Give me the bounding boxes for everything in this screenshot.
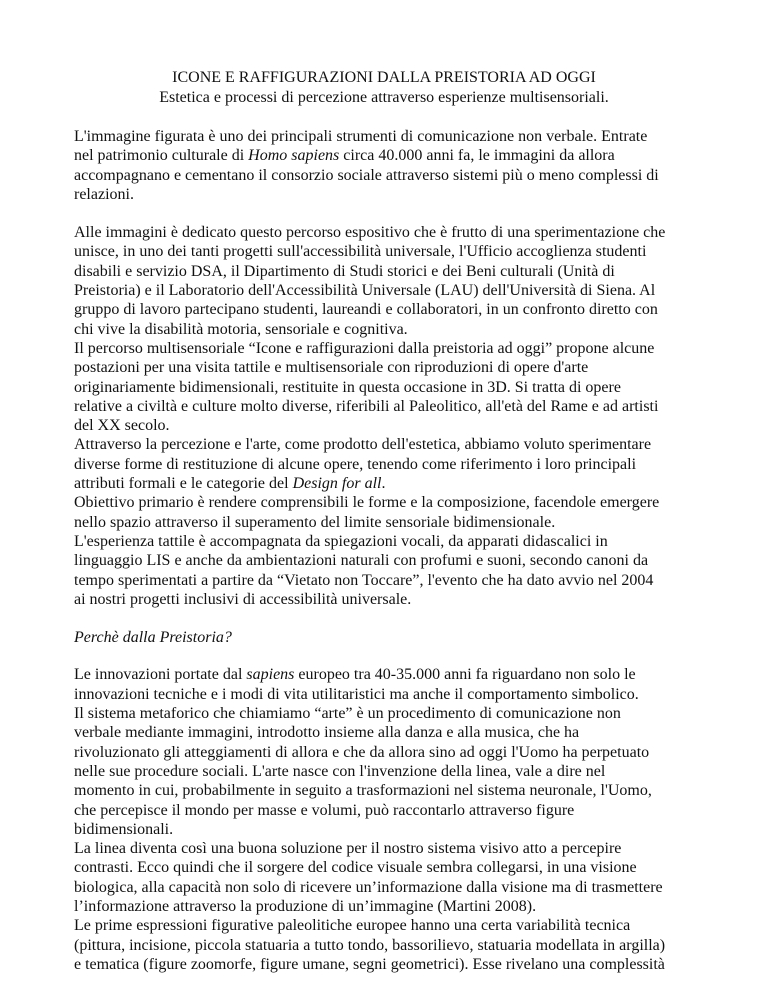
text-line: Attraverso la percezione e l'arte, come prodotto dell'estetica, abbiamo voluto sperimentare bbox=[74, 436, 652, 454]
project-paragraph bbox=[74, 223, 694, 609]
text-line: relazioni. bbox=[74, 185, 134, 203]
text-line: chi vive la disabilità motoria, sensoriale e cognitiva. bbox=[74, 320, 408, 338]
text-line: originariamente bidimensionali, restituite in questa occasione in 3D. Si tratta di opere bbox=[74, 378, 621, 396]
text-line: diverse forme di restituzione di alcune opere, tenendo come riferimento i loro principali bbox=[74, 455, 637, 473]
document-subtitle: Estetica e processi di percezione attraverso esperienze multisensoriali. bbox=[159, 88, 609, 106]
document-title: ICONE E RAFFIGURAZIONI DALLA PREISTORIA AD OGGI bbox=[172, 69, 596, 86]
text-line: gruppo di lavoro partecipano studenti, laureandi e collaboratori, in un confronto diretto con bbox=[74, 301, 658, 319]
text-line: nelle sue procedure sociali. L'arte nasce con l'invenzione della linea, vale a dire nel bbox=[74, 762, 606, 780]
text-line: del XX secolo. bbox=[74, 417, 170, 435]
text-line: momento in cui, probabilmente in seguito a trasformazioni nel sistema neuronale, l'Uomo, bbox=[74, 782, 652, 800]
document-header bbox=[74, 68, 694, 107]
emphasis-text: Design for all bbox=[292, 475, 382, 493]
text-line: Le innovazioni portate dal sapiens europeo tra 40-35.000 anni fa riguardano non solo le bbox=[74, 666, 636, 684]
text-line: L'immagine figurata è uno dei principali strumenti di comunicazione non verbale. Entrate bbox=[74, 128, 648, 145]
section-heading: Perchè dalla Preistoria? bbox=[74, 629, 232, 647]
text-line: disabili e servizio DSA, il Dipartimento di Studi storici e dei Beni culturali (Unità di bbox=[74, 262, 615, 280]
text-line: linguaggio LIS e anche da ambientazioni naturali con profumi e suoni, secondo canoni da bbox=[74, 552, 649, 570]
text-line: verbale mediante immagini, introdotto insieme alla danza e alla musica, che ha bbox=[74, 724, 580, 742]
text-line: Obiettivo primario è rendere comprensibili le forme e la composizione, facendole emergere bbox=[74, 494, 660, 512]
text-line: rivoluzionato gli atteggiamenti di allora e che da allora sino ad oggi l'Uomo ha perpetuato bbox=[74, 743, 650, 761]
text-line: bidimensionali. bbox=[74, 820, 174, 838]
text-line: relative a civiltà e culture molto diverse, riferibili al Paleolitico, all'età del Rame e ad artisti bbox=[74, 397, 659, 415]
text-line: nello spazio attraverso il superamento del limite sensoriale bidimensionale. bbox=[74, 513, 556, 531]
text-line: l’informazione attraverso la produzione di un’immagine (Martini 2008). bbox=[74, 897, 537, 915]
text-line: Alle immagini è dedicato questo percorso espositivo che è frutto di una sperimentazione che bbox=[74, 224, 666, 242]
emphasis-text: Homo sapiens bbox=[248, 147, 340, 165]
text-line: biologica, alla capacità non solo di ricevere un’informazione dalla visione ma di trasmettere bbox=[74, 878, 663, 896]
text-line: L'esperienza tattile è accompagnata da spiegazioni vocali, da apparati didascalici in bbox=[74, 532, 608, 550]
text-line: postazioni per una visita tattile e multisensoriale con riproduzioni di opere d'arte bbox=[74, 359, 589, 377]
text-line: ai nostri progetti inclusivi di accessibilità universale. bbox=[74, 590, 412, 608]
text-line: Preistoria) e il Laboratorio dell'Accessibilità Universale (LAU) dell'Università di Siena. Al bbox=[74, 282, 656, 300]
text-line: contrasti. Ecco quindi che il sorgere del codice visuale sembra collegarsi, in una visione bbox=[74, 859, 637, 877]
text-line: e tematica (figure zoomorfe, figure umane, segni geometrici). Esse rivelano una complessità bbox=[74, 955, 665, 973]
text-line: Il sistema metaforico che chiamiamo “arte” è un procedimento di comunicazione non bbox=[74, 705, 621, 723]
emphasis-text: sapiens bbox=[246, 666, 295, 684]
text-line: che percepisce il mondo per masse e volumi, può raccontarlo attraverso figure bbox=[74, 801, 575, 819]
text-line: attributi formali e le categorie del Design for all. bbox=[74, 475, 386, 493]
text-line: tempo sperimentati a partire da “Vietato non Toccare”, l'evento che ha dato avvio nel 2004 bbox=[74, 571, 654, 589]
text-line: accompagnano e cementano il consorzio sociale attraverso sistemi più o meno complessi di bbox=[74, 166, 659, 184]
text-line: Il percorso multisensoriale “Icone e raffigurazioni dalla preistoria ad oggi” propone alcune bbox=[74, 339, 655, 357]
text-line: unisce, in uno dei tanti progetti sull'accessibilità universale, l'Ufficio accoglienza studenti bbox=[74, 243, 647, 261]
text-line: nel patrimonio culturale di Homo sapiens circa 40.000 anni fa, le immagini da allora bbox=[74, 147, 615, 165]
text-line: innovazioni tecniche e i modi di vita utilitaristici ma anche il comportamento simbolico. bbox=[74, 685, 639, 703]
prehistory-paragraph bbox=[74, 665, 694, 974]
text-line: Le prime espressioni figurative paleolitiche europee hanno una certa variabilità tecnica bbox=[74, 917, 631, 935]
intro-paragraph bbox=[74, 127, 694, 204]
text-line: (pittura, incisione, piccola statuaria a tutto tondo, bassorilievo, statuaria modellata in argilla) bbox=[74, 936, 666, 954]
text-line: La linea diventa così una buona soluzione per il nostro sistema visivo atto a percepire bbox=[74, 840, 622, 858]
